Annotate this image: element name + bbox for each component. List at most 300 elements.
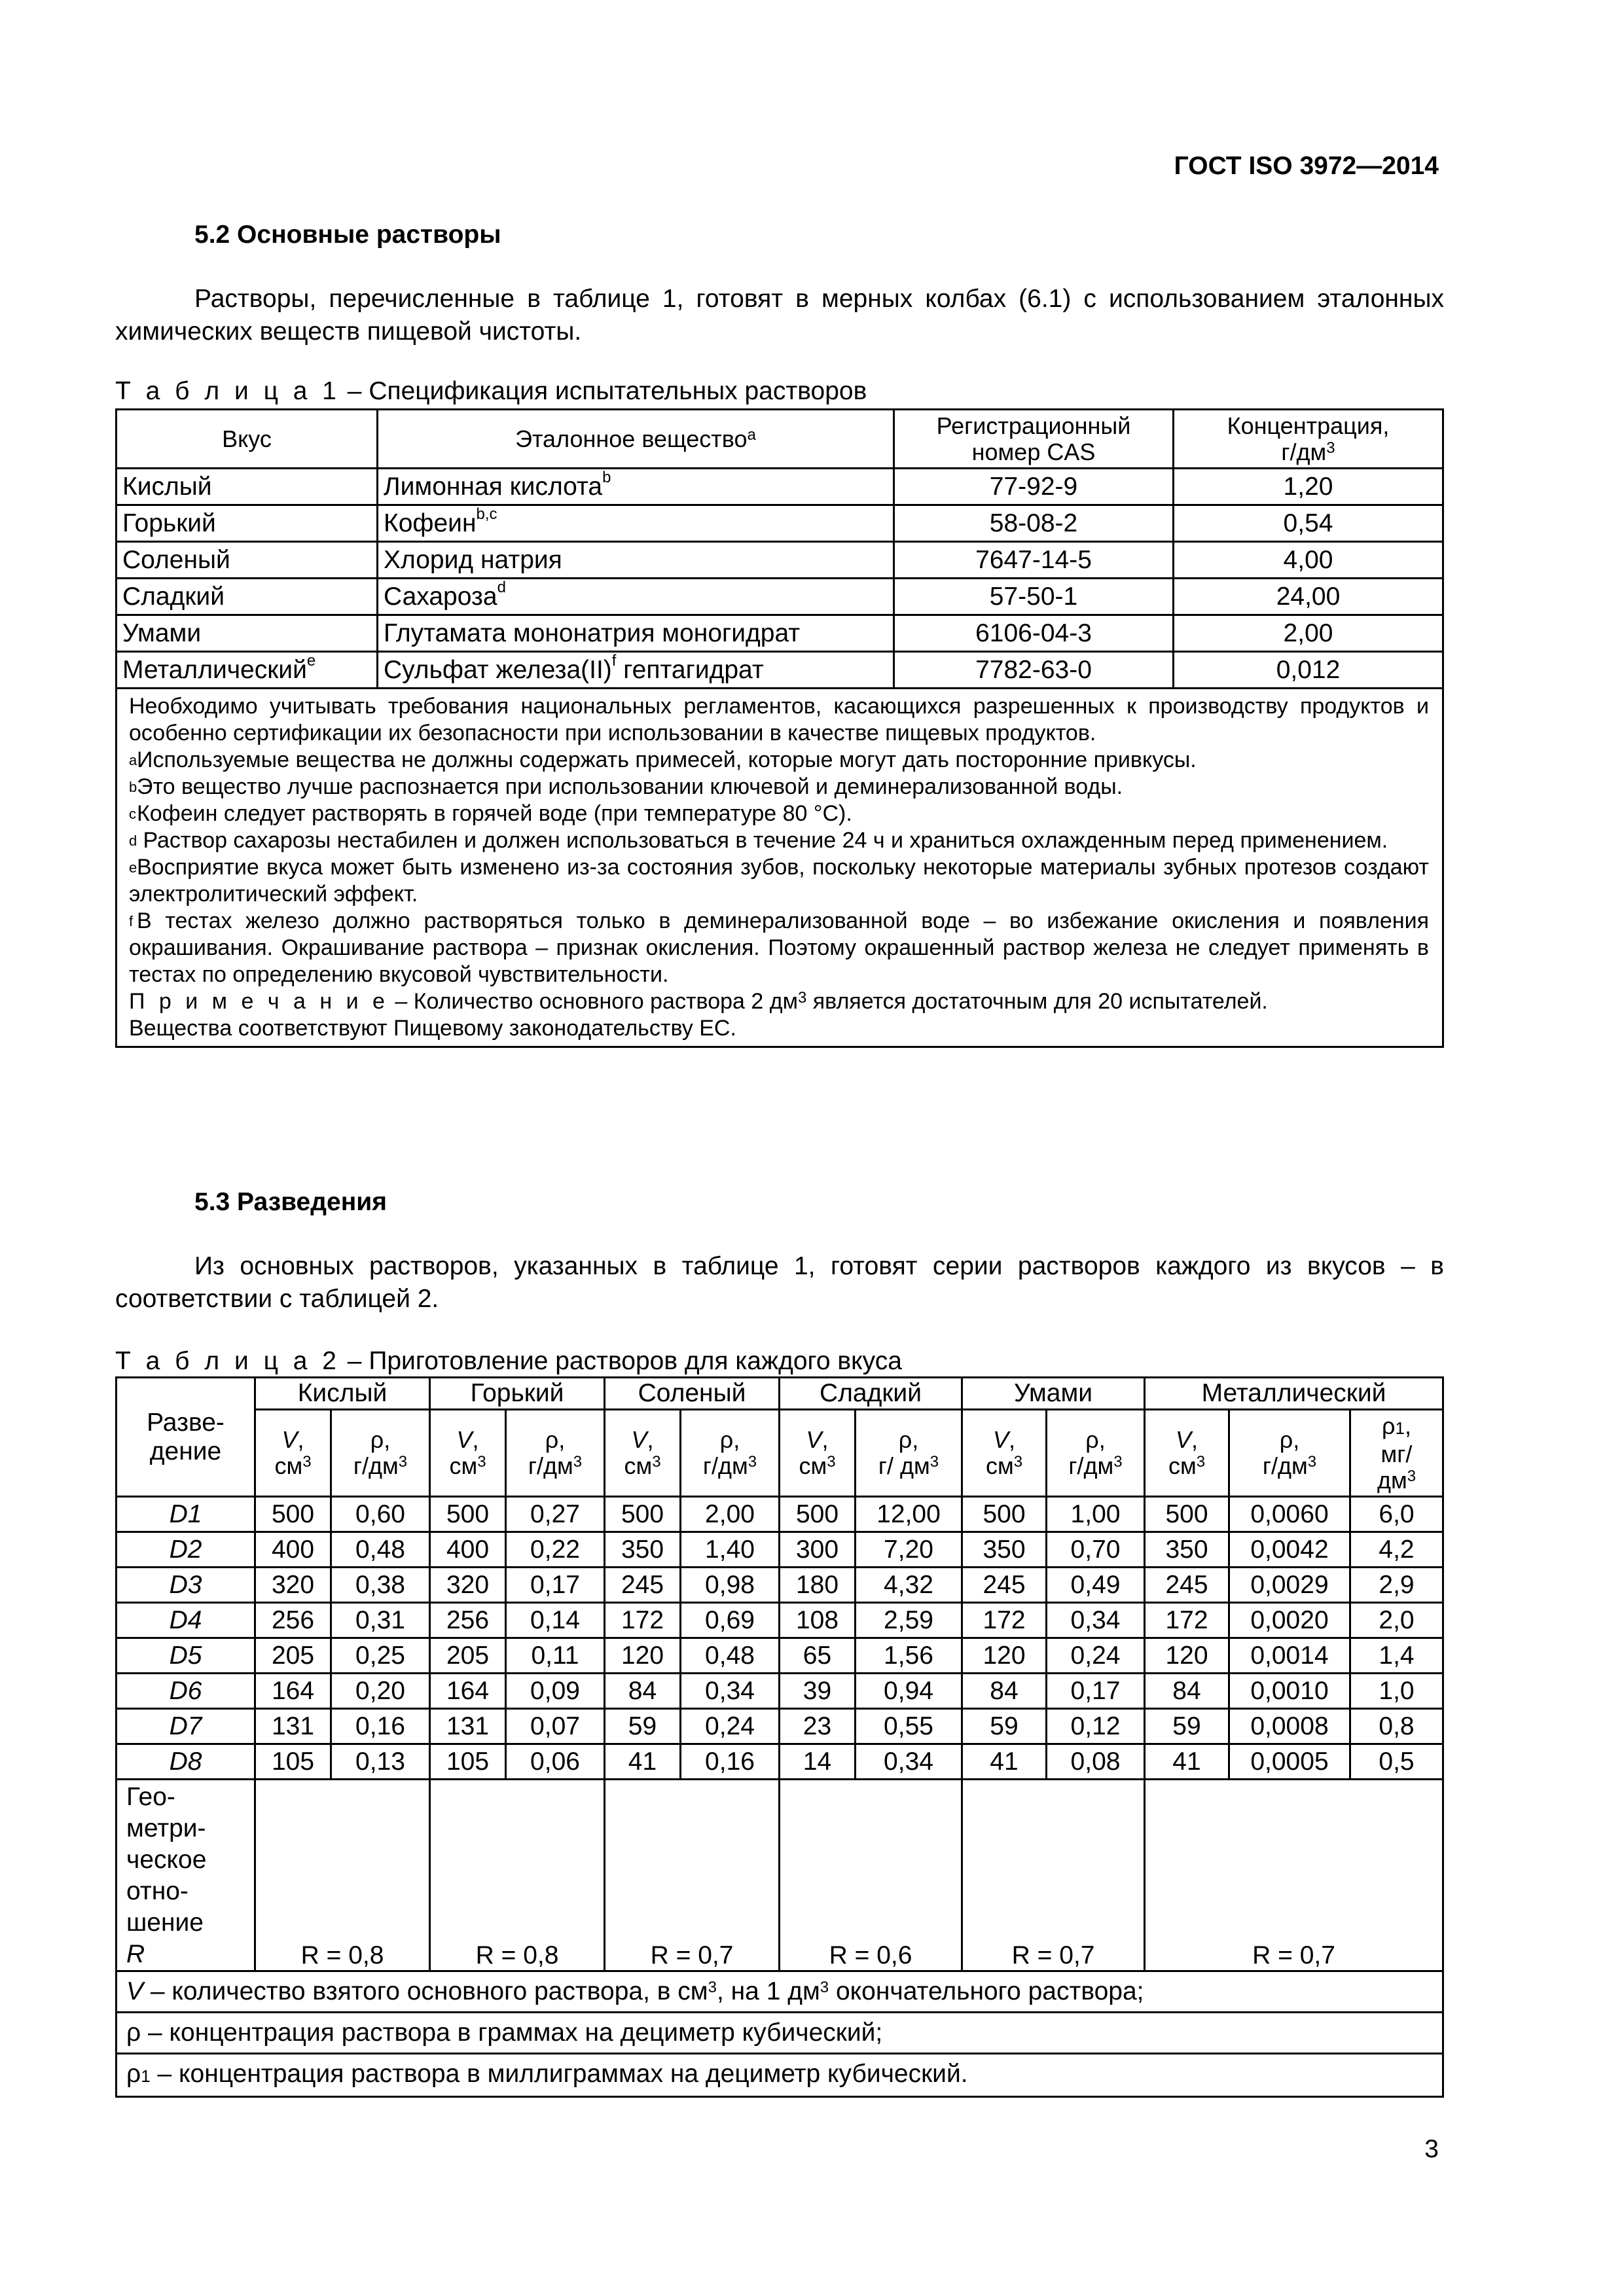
table-cell: 0,94: [856, 1674, 962, 1709]
superscript: 3: [477, 1453, 486, 1471]
table-cell: 256: [255, 1603, 331, 1638]
footnote-mark: b: [602, 468, 611, 486]
substance-cell: [378, 652, 894, 689]
table-cell: 245: [605, 1568, 681, 1603]
subheader-volume: V, $см^3$: [430, 1410, 506, 1497]
unit: дм: [1377, 1466, 1407, 1494]
table-cell: 500: [780, 1497, 856, 1532]
table-cell: 59: [1145, 1709, 1229, 1744]
superscript: 3: [827, 1453, 836, 1471]
symbol: ρ: [126, 2018, 141, 2047]
table-cell: 172: [605, 1603, 681, 1638]
group-header: Горький: [430, 1378, 605, 1410]
section-5-2-title: 5.2 Основные растворы: [194, 221, 501, 249]
table-cell: 0,38: [331, 1568, 430, 1603]
table-cell: 0,98: [681, 1568, 780, 1603]
table-cell: 180: [780, 1568, 856, 1603]
table-row: [117, 652, 1443, 689]
table-cell: 2,9: [1350, 1568, 1443, 1603]
table-cell: 2,00: [681, 1497, 780, 1532]
table1-header-cas: [894, 410, 1174, 469]
note-text: – Количество основного раствора 2 дм: [388, 989, 798, 1014]
symbol: ρ,: [1279, 1426, 1300, 1453]
table-cell: 0,16: [331, 1709, 430, 1744]
table-cell: 120: [1145, 1638, 1229, 1674]
table-cell: 172: [1145, 1603, 1229, 1638]
unit: г/дм: [353, 1452, 399, 1479]
group-header: Металлический: [1145, 1378, 1443, 1410]
table1-header-conc-line2: г/дм: [1281, 438, 1327, 465]
table-cell: 1,00: [1047, 1497, 1145, 1532]
footnote-rho1: [117, 2054, 1443, 2097]
subheader-concentration: [1047, 1410, 1145, 1497]
symbol: ρ,: [1085, 1426, 1106, 1453]
geometric-ratio-label: [117, 1780, 255, 1971]
table2-ratio-row: [117, 1780, 1443, 1971]
symbol: V: [126, 1977, 144, 2005]
table-cell: 0,8: [1350, 1709, 1443, 1744]
subheader-concentration: [856, 1410, 962, 1497]
symbol: V: [1175, 1426, 1191, 1453]
taste-text: Металлический: [122, 655, 307, 684]
row-header-line2: дение: [149, 1437, 222, 1465]
table1-caption-text: – Спецификация испытательных растворов: [340, 377, 867, 405]
table-cell: 4,2: [1350, 1532, 1443, 1568]
table-cell: 1,4: [1350, 1638, 1443, 1674]
cas-cell: 77-92-9: [894, 469, 1174, 505]
table-cell: 350: [962, 1532, 1047, 1568]
table2: [115, 1376, 1444, 2098]
footnote-mark: e: [306, 651, 316, 670]
footnote-c: [129, 800, 1429, 827]
table-cell: 0,55: [856, 1709, 962, 1744]
footnote-mark: c: [129, 806, 136, 822]
table-cell: 500: [962, 1497, 1047, 1532]
taste-cell: Соленый: [117, 542, 378, 579]
table-cell: 0,0010: [1229, 1674, 1350, 1709]
table-cell: 205: [255, 1638, 331, 1674]
superscript: 3: [652, 1453, 661, 1471]
cas-cell: 58-08-2: [894, 505, 1174, 542]
table-cell: 0,70: [1047, 1532, 1145, 1568]
table2-subheader-row: [117, 1410, 1443, 1497]
dilution-label: D7: [117, 1709, 255, 1744]
table1-caption-label: Т а б л и ц а 1: [115, 377, 340, 405]
dilution-label: D2: [117, 1532, 255, 1568]
superscript: 3: [708, 1979, 717, 1996]
unit: г/ дм: [878, 1452, 930, 1479]
unit: мг/: [1380, 1440, 1413, 1467]
footnote-mark: d: [129, 833, 137, 849]
table-cell: 0,0042: [1229, 1532, 1350, 1568]
symbol: V: [281, 1426, 298, 1453]
footnote-mark: b,c: [476, 505, 497, 523]
subheader-volume: V, $см^3$: [962, 1410, 1047, 1497]
substance-cell: [378, 579, 894, 615]
table-row: [117, 1638, 1443, 1674]
substance-text: Сахароза: [384, 582, 497, 611]
taste-cell: [117, 652, 378, 689]
table-cell: 0,0060: [1229, 1497, 1350, 1532]
table-cell: 0,48: [681, 1638, 780, 1674]
label-line: отно-: [126, 1877, 189, 1905]
section-5-3-paragraph: Из основных растворов, указанных в таблице 1, готовят серии растворов каждого из вкусов – в соответствии с таблицей 2.: [115, 1252, 1444, 1313]
substance-text: Сульфат железа(II): [384, 655, 612, 684]
dilution-label: D5: [117, 1638, 255, 1674]
table-cell: 350: [605, 1532, 681, 1568]
ratio-cell: R = 0,7: [1145, 1780, 1443, 1971]
table-cell: 245: [962, 1568, 1047, 1603]
table-cell: 500: [605, 1497, 681, 1532]
table1-header-cas-line2: номер CAS: [971, 438, 1096, 465]
concentration-cell: 2,00: [1174, 615, 1443, 652]
concentration-cell: 4,00: [1174, 542, 1443, 579]
superscript: 3: [302, 1453, 312, 1471]
table-cell: 0,17: [506, 1568, 605, 1603]
footnote-text: – количество взятого основного раствора, в см: [143, 1977, 708, 2005]
table-cell: 320: [430, 1568, 506, 1603]
table-cell: 0,25: [331, 1638, 430, 1674]
table1-caption: [115, 377, 867, 406]
superscript: 3: [1307, 1453, 1317, 1471]
superscript: 3: [1196, 1453, 1206, 1471]
subheader-concentration: [1229, 1410, 1350, 1497]
table-cell: 320: [255, 1568, 331, 1603]
page-number: 3: [1424, 2135, 1439, 2163]
unit: г/дм: [1068, 1452, 1114, 1479]
table-cell: 84: [1145, 1674, 1229, 1709]
table-cell: 2,0: [1350, 1603, 1443, 1638]
unit: см: [799, 1452, 827, 1479]
substance-cell: [378, 505, 894, 542]
table-cell: 0,17: [1047, 1674, 1145, 1709]
unit: г/дм: [1262, 1452, 1308, 1479]
table-row: [117, 1603, 1443, 1638]
table-cell: 12,00: [856, 1497, 962, 1532]
table2-footnote-row: [117, 2013, 1443, 2054]
dilution-label: D4: [117, 1603, 255, 1638]
table-row: [117, 1497, 1443, 1532]
table-cell: 0,08: [1047, 1744, 1145, 1780]
table-cell: 256: [430, 1603, 506, 1638]
table1-header-taste: Вкус: [117, 410, 378, 469]
table-cell: 0,24: [1047, 1638, 1145, 1674]
footnote-mark: f: [611, 651, 617, 670]
dilution-label: D6: [117, 1674, 255, 1709]
table-cell: 0,0020: [1229, 1603, 1350, 1638]
symbol: ρ: [1382, 1412, 1396, 1439]
table-cell: 172: [962, 1603, 1047, 1638]
label-line: шение: [126, 1909, 204, 1937]
footnote-text: Восприятие вкуса может быть изменено из-за состояния зубов, поскольку некоторые материалы зубных протезов создают электролитический эффект.: [129, 855, 1429, 906]
table-cell: 1,56: [856, 1638, 962, 1674]
table-cell: 500: [430, 1497, 506, 1532]
table-cell: 0,5: [1350, 1744, 1443, 1780]
group-header: Соленый: [605, 1378, 780, 1410]
footnote-mark: d: [497, 578, 506, 596]
table-cell: 500: [1145, 1497, 1229, 1532]
footnote-text: – концентрация раствора в миллиграммах на дециметр кубический.: [150, 2060, 968, 2088]
table-row: [117, 1674, 1443, 1709]
table1-header-cas-line1: Регистрационный: [936, 412, 1131, 439]
table-cell: 105: [255, 1744, 331, 1780]
table-cell: 0,0029: [1229, 1568, 1350, 1603]
footnote-text: Это вещество лучше распознается при использовании ключевой и деминерализованной воды.: [137, 774, 1123, 799]
unit: см: [1168, 1452, 1197, 1479]
footnote-mark: e: [129, 859, 137, 876]
table1-header-substance: [378, 410, 894, 469]
table-cell: 41: [1145, 1744, 1229, 1780]
table1-notes-row: [117, 689, 1443, 1047]
substance-cell: Хлорид натрия: [378, 542, 894, 579]
table-cell: 0,20: [331, 1674, 430, 1709]
table-row: [117, 1532, 1443, 1568]
footnote-a: [129, 747, 1429, 774]
table-row: [117, 469, 1443, 505]
table-cell: 1,0: [1350, 1674, 1443, 1709]
table2-footnote-row: [117, 2054, 1443, 2097]
substance-cell: Глутамата мононатрия моногидрат: [378, 615, 894, 652]
footnote-text: – концентрация раствора в граммах на дециметр кубический;: [141, 2018, 883, 2047]
table-cell: 4,32: [856, 1568, 962, 1603]
symbol: ρ,: [545, 1426, 566, 1453]
table-cell: 205: [430, 1638, 506, 1674]
symbol: ρ,: [719, 1426, 740, 1453]
superscript: 3: [1113, 1453, 1123, 1471]
table2-caption-text: – Приготовление растворов для каждого вкуса: [340, 1347, 902, 1375]
unit: см: [985, 1452, 1014, 1479]
footnote-text: Используемые вещества не должны содержать примесей, которые могут дать посторонние привкусы.: [137, 747, 1197, 772]
table-cell: 350: [1145, 1532, 1229, 1568]
table-cell: 7,20: [856, 1532, 962, 1568]
table-row: [117, 615, 1443, 652]
subscript: 1: [141, 2066, 151, 2086]
subheader-volume: V, $см^3$: [780, 1410, 856, 1497]
taste-cell: Сладкий: [117, 579, 378, 615]
ratio-cell: R = 0,7: [605, 1780, 780, 1971]
concentration-cell: 24,00: [1174, 579, 1443, 615]
table-row: [117, 542, 1443, 579]
symbol: V: [456, 1426, 473, 1453]
unit: см: [449, 1452, 478, 1479]
superscript: 3: [797, 989, 807, 1007]
subheader-concentration-mg: ρ1, мг/ $дм^3$: [1350, 1410, 1443, 1497]
table2-row-header: [117, 1378, 255, 1497]
symbol: ρ,: [898, 1426, 919, 1453]
table-cell: 0,12: [1047, 1709, 1145, 1744]
table-cell: 120: [962, 1638, 1047, 1674]
footnote-volume: [126, 1975, 1433, 2009]
table-cell: 0,06: [506, 1744, 605, 1780]
table-cell: 0,24: [681, 1709, 780, 1744]
row-header-line1: Разве-: [147, 1408, 225, 1437]
superscript: 3: [1326, 439, 1335, 457]
table-cell: 164: [430, 1674, 506, 1709]
concentration-cell: 0,012: [1174, 652, 1443, 689]
table-cell: 23: [780, 1709, 856, 1744]
symbol: V: [806, 1426, 822, 1453]
table2-group-row: [117, 1378, 1443, 1410]
table2-footnotes: [117, 1971, 1443, 2013]
subscript: 1: [1395, 1418, 1405, 1438]
cas-cell: 7647-14-5: [894, 542, 1174, 579]
table-cell: 0,49: [1047, 1568, 1145, 1603]
table-cell: 0,34: [1047, 1603, 1145, 1638]
footnote-text: В тестах железо должно растворяться только в деминерализованной воде – во избежание окисления и появления окрашивания. Окрашивание раствора – признак окисления. Поэтому окрашенный раствор железа не следует применять в тестах по определению вкусовой чувствительности.: [129, 908, 1429, 987]
table-cell: 164: [255, 1674, 331, 1709]
table-cell: 14: [780, 1744, 856, 1780]
table1: [115, 408, 1444, 1048]
table-cell: 65: [780, 1638, 856, 1674]
footnote-rho: [117, 2013, 1443, 2054]
note-eu: Вещества соответствуют Пищевому законодательству ЕС.: [129, 1016, 736, 1041]
subheader-volume: V, $см^3$: [255, 1410, 331, 1497]
table-cell: 0,48: [331, 1532, 430, 1568]
note-general: Необходимо учитывать требования национальных регламентов, касающихся разрешенных к производству продуктов и особенно сертификации их безопасности при использовании в качестве пищевых продуктов.: [129, 694, 1429, 745]
superscript: 3: [398, 1453, 408, 1471]
footnote-d: [129, 827, 1429, 854]
table-cell: 400: [430, 1532, 506, 1568]
table-row: [117, 1568, 1443, 1603]
footnote-text: , на 1 дм: [716, 1977, 820, 2005]
table2-caption-label: Т а б л и ц а 2: [115, 1347, 340, 1375]
concentration-cell: 1,20: [1174, 469, 1443, 505]
table-cell: 0,22: [506, 1532, 605, 1568]
subheader-volume: V, $см^3$: [605, 1410, 681, 1497]
document-header: ГОСТ ISO 3972—2014: [1174, 152, 1439, 180]
table-cell: 0,60: [331, 1497, 430, 1532]
table-cell: 120: [605, 1638, 681, 1674]
table1-header-row: [117, 410, 1443, 469]
table-cell: 131: [255, 1709, 331, 1744]
subheader-concentration: [681, 1410, 780, 1497]
unit: см: [624, 1452, 653, 1479]
unit: г/дм: [528, 1452, 573, 1479]
footnote-b: [129, 774, 1429, 800]
superscript: 3: [1407, 1467, 1416, 1485]
superscript: 3: [573, 1453, 583, 1471]
section-5-2-paragraph: Растворы, перечисленные в таблице 1, готовят в мерных колбах (6.1) с использованием эталонных химических веществ пищевой чистоты.: [115, 285, 1444, 346]
table-cell: 0,31: [331, 1603, 430, 1638]
table-cell: 59: [605, 1709, 681, 1744]
table-cell: 0,14: [506, 1603, 605, 1638]
table-cell: 1,40: [681, 1532, 780, 1568]
table-cell: 108: [780, 1603, 856, 1638]
group-header: Кислый: [255, 1378, 430, 1410]
table-row: [117, 1709, 1443, 1744]
table1-header-substance-text: Эталонное вещество: [515, 425, 748, 452]
table1-notes: [117, 689, 1443, 1047]
label-line: R: [126, 1940, 145, 1968]
table-cell: 0,34: [681, 1674, 780, 1709]
superscript: 3: [748, 1453, 757, 1471]
ratio-cell: R = 0,8: [255, 1780, 430, 1971]
subheader-volume: V, $см^3$: [1145, 1410, 1229, 1497]
table-cell: 41: [605, 1744, 681, 1780]
table2-footnote-row: [117, 1971, 1443, 2013]
note-label: П р и м е ч а н и е: [129, 989, 389, 1014]
table-cell: 0,0014: [1229, 1638, 1350, 1674]
superscript: 3: [820, 1979, 829, 1996]
table-cell: 131: [430, 1709, 506, 1744]
footnote-f: [129, 908, 1429, 988]
cas-cell: 6106-04-3: [894, 615, 1174, 652]
table-cell: 41: [962, 1744, 1047, 1780]
table-cell: 0,69: [681, 1603, 780, 1638]
table-cell: 0,13: [331, 1744, 430, 1780]
table-cell: 0,27: [506, 1497, 605, 1532]
table-row: [117, 579, 1443, 615]
taste-cell: Горький: [117, 505, 378, 542]
footnote-text: Кофеин следует растворять в горячей воде (при температуре 80 °С).: [137, 801, 852, 826]
subheader-concentration: [506, 1410, 605, 1497]
table-cell: 0,0005: [1229, 1744, 1350, 1780]
table-cell: 0,11: [506, 1638, 605, 1674]
substance-text-tail: гептагидрат: [616, 655, 764, 684]
section-5-3-title: 5.3 Разведения: [194, 1188, 387, 1216]
dilution-label: D3: [117, 1568, 255, 1603]
substance-cell: [378, 469, 894, 505]
footnote-mark: f: [129, 913, 134, 929]
table-cell: 0,16: [681, 1744, 780, 1780]
label-line: метри-: [126, 1814, 206, 1842]
ratio-cell: R = 0,8: [430, 1780, 605, 1971]
subheader-concentration: [331, 1410, 430, 1497]
dilution-label: D8: [117, 1744, 255, 1780]
unit: г/дм: [702, 1452, 748, 1479]
note-text-tail: является достаточным для 20 испытателей.: [806, 989, 1268, 1014]
table-cell: 84: [962, 1674, 1047, 1709]
symbol: V: [992, 1426, 1009, 1453]
cas-cell: 57-50-1: [894, 579, 1174, 615]
substance-text: Кофеин: [384, 509, 477, 537]
group-header: Умами: [962, 1378, 1145, 1410]
taste-cell: Умами: [117, 615, 378, 652]
symbol: V: [631, 1426, 647, 1453]
footnote-e: [129, 854, 1429, 908]
table-cell: 245: [1145, 1568, 1229, 1603]
table-cell: 84: [605, 1674, 681, 1709]
taste-cell: Кислый: [117, 469, 378, 505]
table-cell: 59: [962, 1709, 1047, 1744]
table-row: [117, 1744, 1443, 1780]
dilution-label: D1: [117, 1497, 255, 1532]
superscript: 3: [1013, 1453, 1023, 1471]
concentration-cell: 0,54: [1174, 505, 1443, 542]
label-line: ческое: [126, 1846, 207, 1874]
cas-cell: 7782-63-0: [894, 652, 1174, 689]
table-cell: 0,07: [506, 1709, 605, 1744]
table-cell: 0,09: [506, 1674, 605, 1709]
table-cell: 400: [255, 1532, 331, 1568]
symbol: ρ,: [370, 1426, 391, 1453]
ratio-cell: R = 0,7: [962, 1780, 1145, 1971]
group-header: Сладкий: [780, 1378, 962, 1410]
ratio-cell: R = 0,6: [780, 1780, 962, 1971]
table-cell: 2,59: [856, 1603, 962, 1638]
table-cell: 300: [780, 1532, 856, 1568]
table1-note: [129, 988, 1429, 1015]
table-cell: 0,34: [856, 1744, 962, 1780]
superscript: 3: [929, 1453, 939, 1471]
substance-text: Лимонная кислота: [384, 472, 603, 501]
footnote-text: Раствор сахарозы нестабилен и должен использоваться в течение 24 ч и храниться охлажденным перед применением.: [137, 828, 1388, 853]
footnote-mark: a: [747, 425, 756, 444]
table-cell: 105: [430, 1744, 506, 1780]
table-cell: 0,0008: [1229, 1709, 1350, 1744]
table2-caption: [115, 1347, 902, 1376]
label-line: Гео-: [126, 1783, 175, 1811]
